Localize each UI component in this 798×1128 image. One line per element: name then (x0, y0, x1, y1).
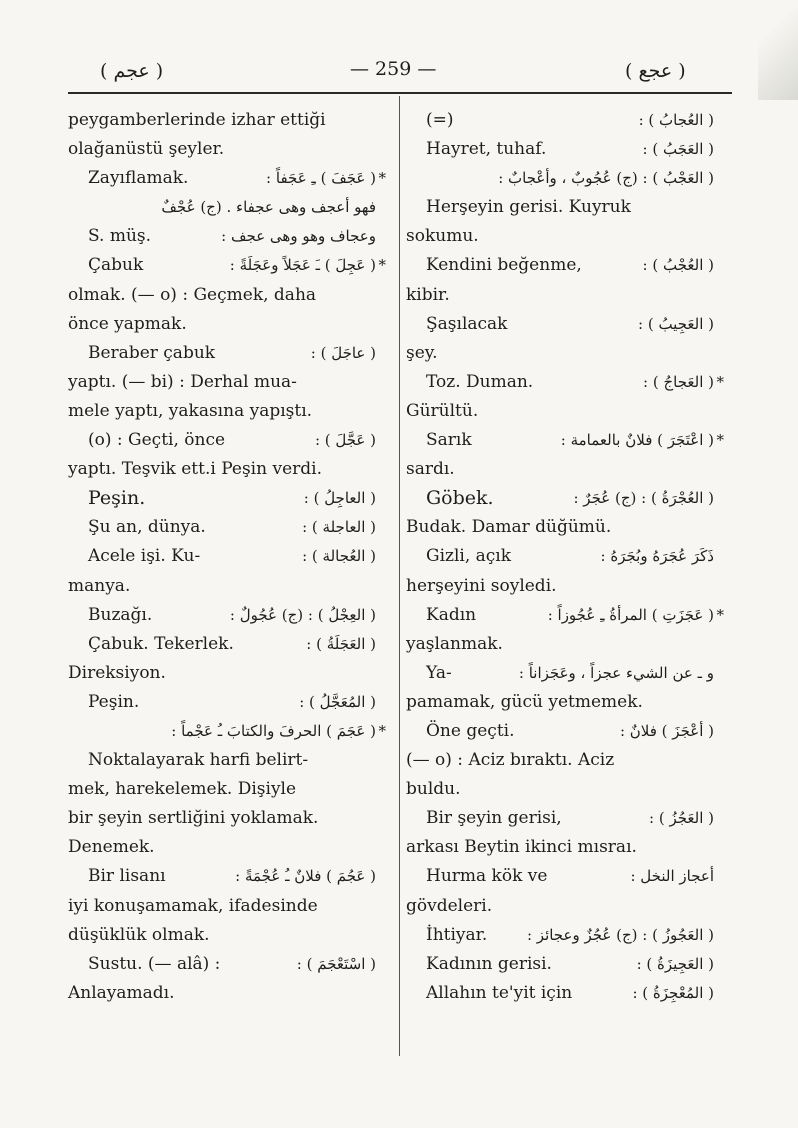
entry-line (68, 281, 376, 310)
entry-line (406, 630, 714, 659)
page-number: — 259 — (350, 58, 437, 80)
arabic-headword: ( العاجلة ) : (302, 518, 376, 537)
entry-text: Şu an, dünya. (88, 517, 206, 538)
entry-line (68, 804, 376, 833)
arabic-headword: و ـ عن الشيء عجزاً ، وعَجَزاناً : (518, 663, 714, 682)
page-header (0, 58, 798, 94)
header-right-root: ( عجع ) (625, 60, 686, 82)
entry-text: Anlayamadı. (68, 982, 175, 1003)
entry-line (68, 426, 376, 455)
entry-text: şey. (406, 342, 438, 363)
entry-text: Öne geçti. (426, 720, 515, 741)
entry-text: iyi konuşamamak, ifadesinde (68, 895, 318, 916)
entry-text: Noktalayarak harfi belirt- (88, 750, 309, 771)
arabic-headword: ( العَجَبُ ) : (642, 140, 714, 159)
entry-line (68, 251, 386, 280)
arabic-headword: ( عاجَلَ ) : (310, 343, 376, 362)
entry-line (68, 775, 376, 804)
entry-text: Herşeyin gerisi. Kuyruk (426, 197, 631, 218)
entry-text: olağanüstü şeyler. (68, 139, 225, 160)
entry-text: (o) : Geçti, önce (88, 430, 226, 451)
arabic-headword: ( اسْتَعْجَمَ ) : (296, 954, 376, 973)
entry-line (68, 339, 376, 368)
arabic-headword: ( اعْتَجَرَ ) فلانٌ بالعمامة : (560, 431, 714, 450)
arabic-headword: ( العاجِلُ ) : (303, 489, 376, 508)
entry-line (68, 601, 376, 630)
entry-text: yaptı. Teşvik ett.i Peşin verdi. (68, 459, 322, 480)
entry-star-marker: * (378, 721, 386, 740)
entry-text: herşeyini soyledi. (406, 575, 557, 596)
entry-text: Sustu. (— alâ) : (88, 953, 221, 974)
entry-line (406, 251, 714, 280)
entry-line (68, 950, 376, 979)
entry-line (406, 862, 714, 891)
entry-line (68, 921, 376, 950)
entry-text: Gizli, açık (426, 546, 512, 567)
header-rule (68, 92, 732, 94)
entry-line (406, 339, 714, 368)
entry-text: S. müş. (88, 226, 152, 247)
entry-text: manya. (68, 575, 131, 596)
entry-line (406, 368, 724, 397)
entry-line (406, 135, 714, 164)
arabic-headword: ( العَجاجُ ) : (643, 372, 714, 391)
arabic-headword: ( العُجْبُ ) : (642, 256, 714, 275)
entry-line (68, 862, 376, 891)
entry-line (406, 746, 714, 775)
entry-line (68, 746, 376, 775)
entry-line (68, 310, 376, 339)
entry-text: Çabuk. Tekerlek. (88, 633, 234, 654)
arabic-headword: ( العِجْلُ ) : (ج) عُجُولٌ : (229, 605, 376, 624)
entry-text: pamamak, gücü yetmemek. (406, 691, 643, 712)
entry-text: (— o) : Aciz bıraktı. Aciz (406, 750, 615, 771)
entry-line (68, 659, 376, 688)
entry-line (406, 659, 714, 688)
entry-line (68, 368, 376, 397)
arabic-headword: ( عَجُمَ ) فلانٌ ـُ عُجْمَةً : (235, 867, 376, 886)
entry-line (68, 979, 376, 1008)
entry-text: buldu. (406, 779, 461, 800)
entry-text: kibir. (406, 284, 450, 305)
entry-line (68, 455, 376, 484)
entry-line (406, 222, 714, 251)
column-divider (399, 96, 400, 1056)
entry-line (68, 135, 376, 164)
right-column (406, 106, 724, 1008)
entry-text: Ya- (426, 662, 452, 683)
entry-line (406, 833, 714, 862)
entry-text: Kadın (426, 604, 477, 625)
entry-line (68, 717, 386, 746)
entry-line (406, 892, 714, 921)
entry-text: önce yapmak. (68, 313, 187, 334)
entry-text: Göbek. (426, 487, 494, 510)
arabic-headword: أعجاز النخل : (630, 867, 714, 886)
entry-text: Sarık (426, 430, 472, 451)
entry-text: arkası Beytin ikinci mısraı. (406, 837, 637, 858)
arabic-headword: ( عَجِلَ ) ـَ عَجَلاً وعَجَلَةً : (229, 256, 376, 275)
entry-text: Peşin. (88, 691, 140, 712)
entry-line (406, 601, 724, 630)
entry-text: Acele işi. Ku- (88, 546, 201, 567)
entry-line (68, 484, 376, 513)
entry-line (68, 222, 376, 251)
entry-text: yaptı. (— bi) : Derhal mua- (68, 371, 297, 392)
entry-text: Gürültü. (406, 400, 479, 421)
entry-star-marker: * (378, 169, 386, 188)
entry-line (406, 484, 714, 513)
entry-text: mele yaptı, yakasına yapıştı. (68, 400, 313, 421)
header-left-root: ( عجم ) (100, 60, 164, 82)
entry-line (406, 164, 714, 193)
arabic-headword: ( عَجَفَ ) ـِ عَجَفاً : (266, 169, 376, 188)
entry-star-marker: * (716, 605, 724, 624)
entry-text: peygamberlerinde izhar ettiği (68, 110, 326, 130)
entry-text: sardı. (406, 459, 455, 480)
entry-text: Allahın te'yit için (426, 982, 573, 1003)
entry-text: Denemek. (68, 837, 155, 858)
entry-text: (=) (426, 110, 454, 130)
entry-star-marker: * (716, 431, 724, 450)
entry-line (406, 426, 724, 455)
arabic-headword: ( العُجالة ) : (302, 547, 376, 566)
arabic-headword: وعجاف وهو وهى عجف : (221, 227, 376, 246)
entry-text: yaşlanmak. (406, 633, 503, 654)
entry-line (406, 950, 714, 979)
arabic-headword: فهو أعجف وهى عجفاء . (ج) عُجْفٌ (161, 198, 376, 217)
entry-text: İhtiyar. (426, 924, 488, 945)
entry-line (68, 193, 376, 222)
entry-text: Şaşılacak (426, 313, 508, 334)
entry-line (68, 630, 376, 659)
entry-text: Direksiyon. (68, 662, 166, 683)
entry-text: Buzağı. (88, 604, 153, 625)
entry-text: Bir lisanı (88, 866, 166, 887)
arabic-headword: ( المُعْجِزَةُ ) : (632, 983, 714, 1002)
entry-text: Çabuk (88, 255, 144, 276)
entry-text: Hurma kök ve (426, 866, 548, 887)
entry-line (406, 513, 714, 542)
entry-text: Bir şeyin gerisi, (426, 808, 562, 829)
entry-line (406, 397, 714, 426)
entry-text: Beraber çabuk (88, 342, 216, 363)
arabic-headword: ذَكَرَ عُجَرَهُ وبُجَرَهُ : (600, 547, 714, 566)
entry-text: mek, harekelemek. Dişiyle (68, 779, 297, 800)
entry-text: Hayret, tuhaf. (426, 139, 547, 160)
entry-text: düşüklük olmak. (68, 924, 210, 945)
arabic-headword: ( العَجِيزَةُ ) : (636, 954, 714, 973)
entry-line (406, 572, 714, 601)
arabic-headword: ( أعْجَزَ ) فلانٌ : (619, 721, 714, 740)
arabic-headword: ( العَجَلَةُ ) : (306, 634, 376, 653)
entry-line (68, 833, 376, 862)
entry-line (68, 572, 376, 601)
entry-text: Toz. Duman. (426, 371, 534, 392)
arabic-headword: ( عَجَّلَ ) : (314, 431, 376, 450)
entry-text: Peşin. (88, 487, 146, 510)
entry-text: Zayıflamak. (88, 168, 189, 189)
entry-text: gövdeleri. (406, 895, 493, 916)
entry-line (406, 455, 714, 484)
entry-text: Kadının gerisi. (426, 953, 552, 974)
entry-line (68, 106, 376, 135)
entry-text: sokumu. (406, 226, 479, 247)
entry-line (406, 193, 714, 222)
arabic-headword: ( عَجَزَتِ ) المرأةُ ـِ عُجُوزاً : (547, 605, 714, 624)
entry-line (406, 804, 714, 833)
entry-line (68, 688, 376, 717)
entry-text: olmak. (— o) : Geçmek, daha (68, 284, 317, 305)
entry-line (406, 921, 714, 950)
arabic-headword: ( العَجُزُ ) : (649, 809, 714, 828)
arabic-headword: ( العُجْرَةُ ) : (ج) عُجَرٌ : (573, 489, 714, 508)
entry-line (406, 979, 714, 1008)
entry-line (406, 106, 714, 135)
entry-text: Budak. Damar düğümü. (406, 517, 612, 538)
entry-star-marker: * (716, 372, 724, 391)
entry-line (406, 310, 714, 339)
entry-line (406, 542, 714, 571)
arabic-headword: ( المُعَجَّلُ ) : (299, 692, 376, 711)
entry-line (406, 717, 714, 746)
arabic-headword: ( عَجَمَ ) الحرفَ والكتابَ ـُ عَجْماً : (171, 721, 376, 740)
arabic-headword: ( العَجُوزُ ) : (ج) عُجُزٌ وعجائز : (526, 925, 714, 944)
entry-text: Kendini beğenme, (426, 255, 582, 276)
entry-line (68, 542, 376, 571)
entry-text: bir şeyin sertliğini yoklamak. (68, 808, 319, 829)
left-column (68, 106, 386, 1008)
arabic-headword: ( العَجِيبُ ) : (638, 314, 714, 333)
entry-line (68, 164, 386, 193)
entry-line (68, 892, 376, 921)
entry-star-marker: * (378, 256, 386, 275)
arabic-headword: ( العُجابُ ) : (638, 111, 714, 129)
entry-line (68, 397, 376, 426)
arabic-headword: ( العَجْبُ ) : (ج) عُجُوبٌ ، وأعْجابٌ : (498, 169, 714, 188)
entry-line (406, 281, 714, 310)
entry-line (406, 688, 714, 717)
entry-line (68, 513, 376, 542)
entry-line (406, 775, 714, 804)
